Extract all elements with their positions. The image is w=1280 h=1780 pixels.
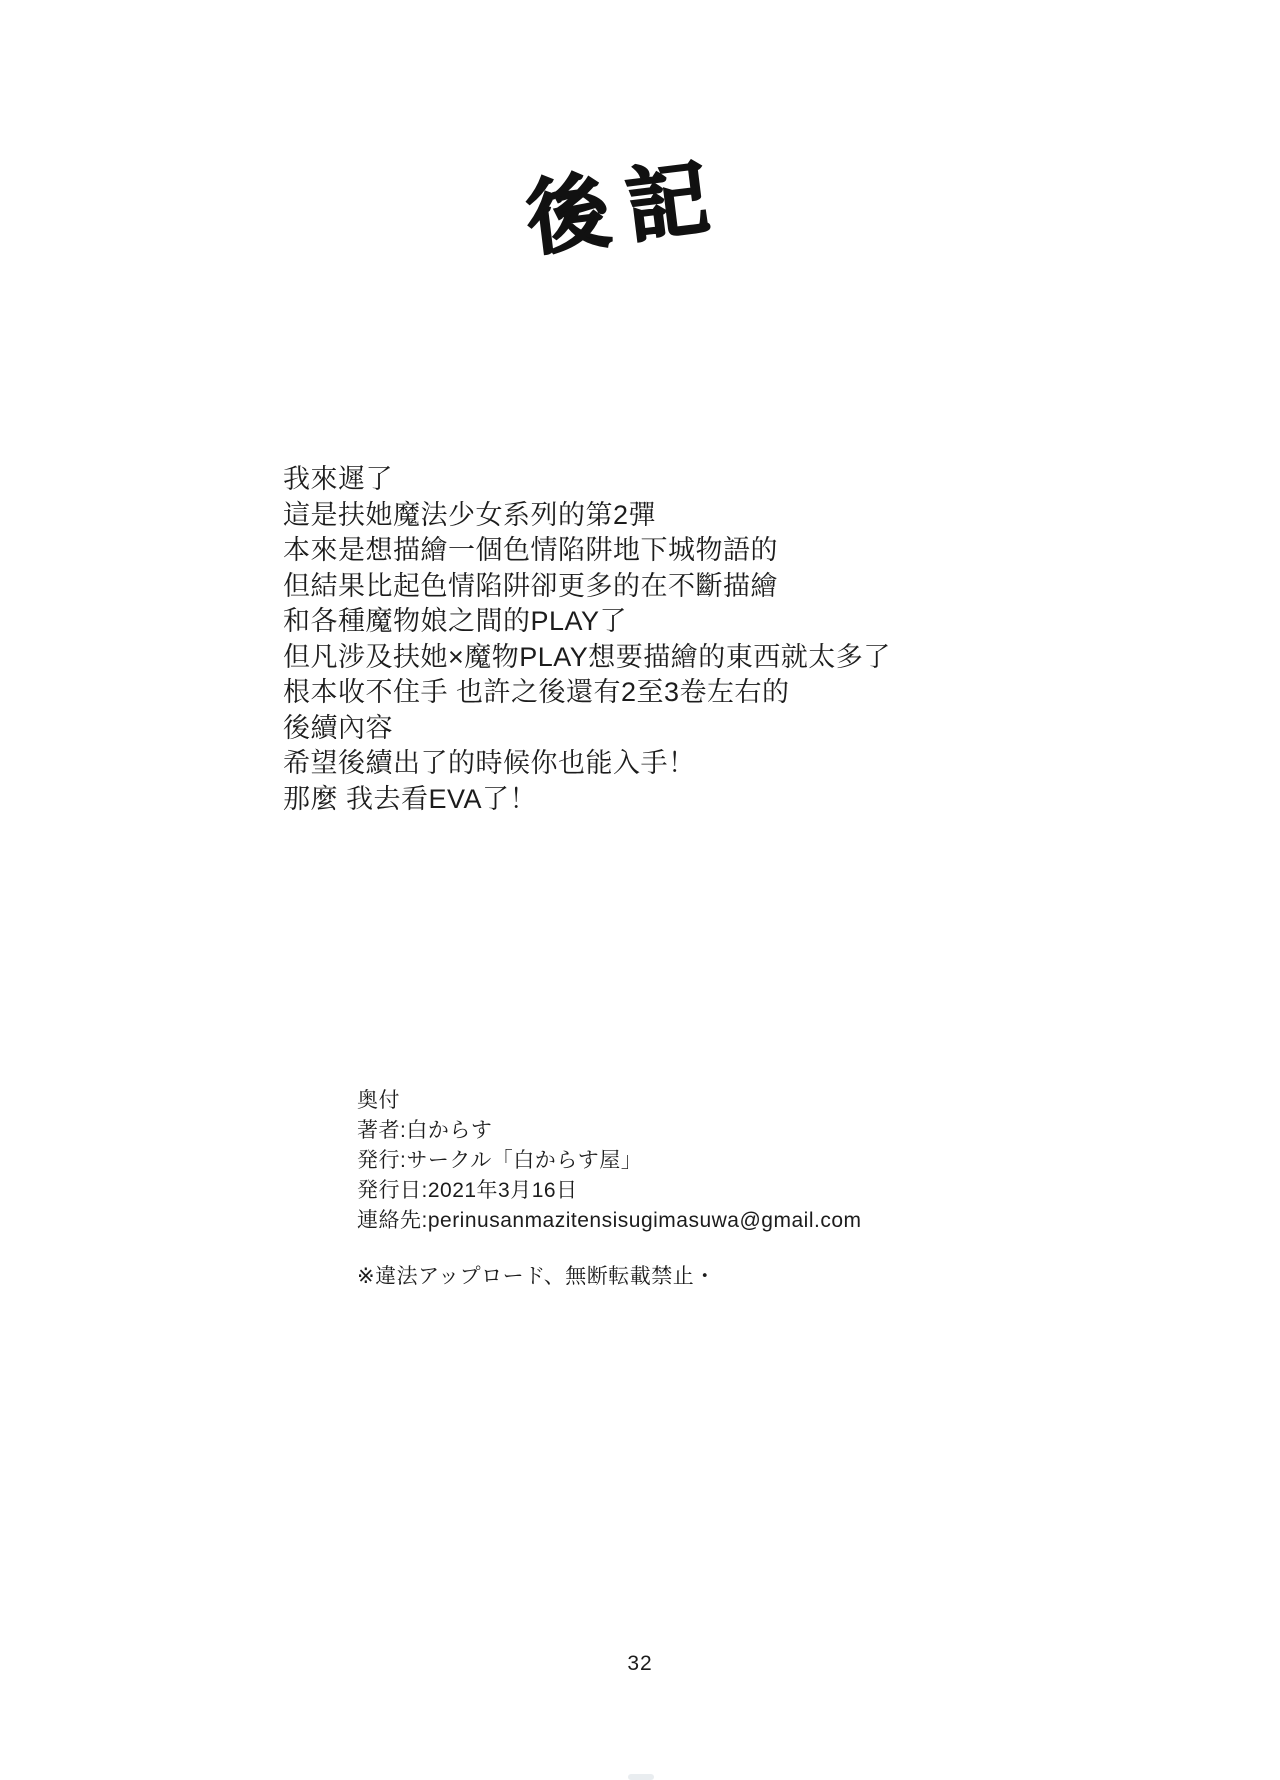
afterword-line: 我來遲了 — [283, 464, 393, 494]
afterword-line: 本來是想描繪一個色情陷阱地下城物語的 — [283, 535, 778, 565]
afterword-line: 那麼 我去看EVA了！ — [283, 783, 538, 814]
colophon-heading: 奥付 — [357, 1089, 400, 1112]
afterword-line: 和各種魔物娘之間的PLAY了 — [283, 606, 628, 636]
afterword-title: 後記 — [522, 151, 732, 266]
colophon-publisher: 発行:サークル「白からす屋」 — [357, 1149, 643, 1172]
colophon-publish-date: 発行日:2021年3月16日 — [357, 1179, 578, 1202]
afterword-line: 根本收不住手 也許之後還有2至3卷左右的 — [283, 677, 790, 707]
colophon-copyright-notice: ※違法アップロード、無断転載禁止・ — [357, 1265, 716, 1288]
colophon — [357, 1086, 862, 1292]
afterword-line: 這是扶她魔法少女系列的第2彈 — [283, 499, 657, 530]
colophon-contact-email: 連絡先:perinusanmazitensisugimasuwa@gmail.com — [357, 1209, 862, 1232]
page-number: 32 — [627, 1652, 653, 1675]
afterword-line: 後續內容 — [283, 712, 393, 743]
afterword-body — [283, 462, 891, 817]
colophon-author: 著者:白からす — [357, 1119, 493, 1142]
print-artifact — [628, 1774, 654, 1780]
afterword-line: 希望後續出了的時候你也能入手！ — [283, 748, 696, 778]
afterword-line: 但結果比起色情陷阱卻更多的在不斷描繪 — [283, 570, 778, 601]
afterword-line: 但凡涉及扶她×魔物PLAY想要描繪的東西就太多了 — [283, 641, 891, 672]
